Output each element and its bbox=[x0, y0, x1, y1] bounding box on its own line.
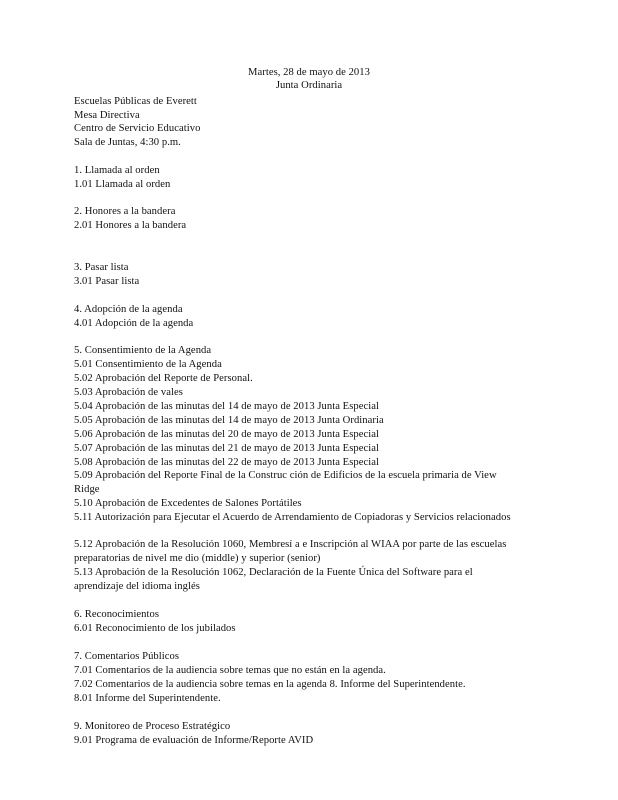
section-heading: 4. Adopción de la agenda bbox=[74, 304, 183, 315]
section-heading: 1. Llamada al orden bbox=[74, 165, 160, 176]
section-heading: 2. Honores a la bandera bbox=[74, 206, 176, 217]
section-heading: 7. Comentarios Públicos bbox=[74, 651, 180, 662]
section-heading: 6. Reconocimientos bbox=[74, 609, 160, 620]
room-and-time: Sala de Juntas, 4:30 p.m. bbox=[74, 137, 181, 148]
agenda-item: 8.01 Informe del Superintendente. bbox=[74, 693, 221, 704]
agenda-item: 7.02 Comentarios de la audiencia sobre temas en la agenda 8. Informe del Superintendente. bbox=[74, 679, 466, 690]
agenda-item: 5.10 Aprobación de Excedentes de Salones Portátiles bbox=[74, 498, 302, 509]
agenda-item: 5.07 Aprobación de las minutas del 21 de mayo de 2013 Junta Especial bbox=[74, 443, 379, 454]
center-name: Centro de Servicio Educativo bbox=[74, 123, 201, 134]
agenda-item: 1.01 Llamada al orden bbox=[74, 179, 171, 190]
agenda-item: 5.01 Consentimiento de la Agenda bbox=[74, 359, 222, 370]
agenda-item: 7.01 Comentarios de la audiencia sobre temas que no están en la agenda. bbox=[74, 665, 386, 676]
agenda-item: 5.03 Aprobación de vales bbox=[74, 387, 183, 398]
section-heading: 9. Monitoreo de Proceso Estratégico bbox=[74, 721, 231, 732]
section-heading: 5. Consentimiento de la Agenda bbox=[74, 345, 212, 356]
agenda-item: 6.01 Reconocimiento de los jubilados bbox=[74, 623, 236, 634]
agenda-item: 5.08 Aprobación de las minutas del 22 de mayo de 2013 Junta Especial bbox=[74, 457, 379, 468]
agenda-item: 5.12 Aprobación de la Resolución 1060, Membresí a e Inscripción al WIAA por parte de las escuelas preparatorias de nivel me dio (middle) y superior (senior) bbox=[74, 539, 507, 564]
agenda-item: 5.09 Aprobación del Reporte Final de la Construc ción de Edificios de la escuela primaria de View Ridge bbox=[74, 470, 497, 495]
section-heading: 3. Pasar lista bbox=[74, 262, 129, 273]
agenda-item: 5.06 Aprobación de las minutas del 20 de mayo de 2013 Junta Especial bbox=[74, 429, 379, 440]
agenda-item: 5.13 Aprobación de la Resolución 1062, Declaración de la Fuente Única del Software para el aprendizaje del idioma inglés bbox=[74, 567, 473, 592]
meeting-date: Martes, 28 de mayo de 2013 bbox=[248, 67, 370, 78]
board-name: Mesa Directiva bbox=[74, 110, 140, 121]
meeting-type: Junta Ordinaria bbox=[275, 80, 343, 91]
agenda-item: 9.01 Programa de evaluación de Informe/Reporte AVID bbox=[74, 735, 314, 746]
agenda-item: 5.04 Aprobación de las minutas del 14 de mayo de 2013 Junta Especial bbox=[74, 401, 379, 412]
agenda-item: 5.02 Aprobación del Reporte de Personal. bbox=[74, 373, 253, 384]
agenda-item: 3.01 Pasar lista bbox=[74, 276, 140, 287]
agenda-item: 5.11 Autorización para Ejecutar el Acuerdo de Arrendamiento de Copiadoras y Servicios relacionados bbox=[74, 512, 511, 523]
district-name: Escuelas Públicas de Everett bbox=[74, 96, 197, 107]
agenda-item: 4.01 Adopción de la agenda bbox=[74, 318, 194, 329]
agenda-item: 5.05 Aprobación de las minutas del 14 de mayo de 2013 Junta Ordinaria bbox=[74, 415, 384, 426]
agenda-item: 2.01 Honores a la bandera bbox=[74, 220, 187, 231]
